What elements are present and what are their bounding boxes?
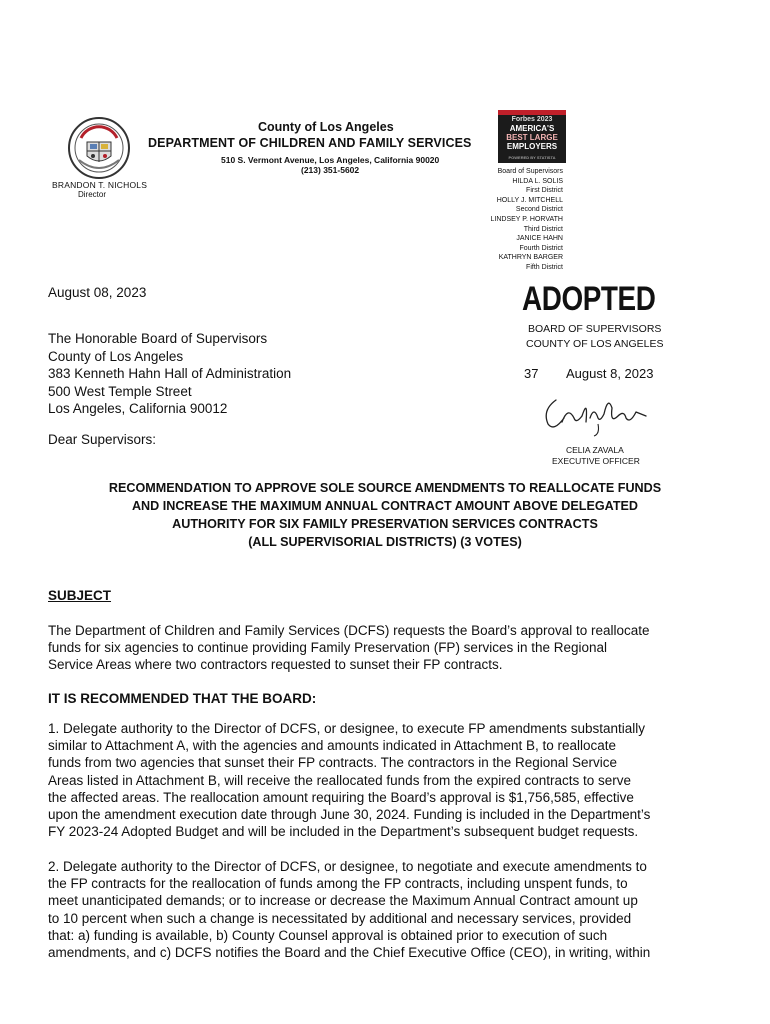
subject-paragraph — [48, 622, 728, 673]
badge-line: POWERED BY STATISTA — [508, 155, 556, 160]
recommendation-title-line: (ALL SUPERVISORIAL DISTRICTS) (3 VOTES) — [248, 535, 522, 549]
director-name: BRANDON T. NICHOLS — [52, 180, 148, 190]
board-member-name: LINDSEY P. HORVATH — [490, 215, 563, 223]
department-name: DEPARTMENT OF CHILDREN AND FAMILY SERVICES — [148, 136, 472, 150]
paragraph-line: Areas listed in Attachment B, will receive the reallocated funds from the expired contracts to serve — [48, 772, 632, 788]
salutation: Dear Supervisors: — [48, 432, 157, 447]
paragraph-line: meet unanticipated demands; or to increase or decrease the Maximum Annual Contract amount up — [48, 893, 638, 909]
board-member-name: JANICE HAHN — [516, 235, 563, 243]
county-name: County of Los Angeles — [258, 120, 394, 134]
board-member-name: HILDA L. SOLIS — [512, 177, 563, 185]
paragraph-line: funds for six agencies to continue providing Family Preservation (FP) services in the Regional — [48, 640, 608, 655]
board-member-name: KATHRYN BARGER — [498, 254, 563, 262]
paragraph-line: upon the amendment execution date through June 30, 2024. Funding is included in the Department’s — [48, 807, 651, 823]
stamp-county: COUNTY OF LOS ANGELES — [526, 338, 664, 350]
paragraph-line: similar to Attachment A, with the agencies and amounts indicated in Attachment B, to reallocate — [48, 738, 617, 754]
badge-line: EMPLOYERS — [506, 142, 558, 151]
paragraph-line: that: a) funding is available, b) County Counsel approval is obtained prior to execution of such — [48, 927, 608, 943]
director-title: Director — [78, 190, 107, 199]
board-member-district: Fourth District — [519, 244, 563, 252]
recommendation-item-2 — [48, 858, 728, 961]
letter-date: August 08, 2023 — [48, 285, 147, 300]
board-of-supervisors-list — [478, 167, 563, 273]
recommendation-title-line: RECOMMENDATION TO APPROVE SOLE SOURCE AMENDMENTS TO REALLOCATE FUNDS — [108, 481, 662, 495]
recommendation-title — [40, 479, 730, 551]
paragraph-line: FY 2023-24 Adopted Budget and will be included in the Department’s subsequent budget requests. — [48, 824, 639, 840]
stamp-signature-title: EXECUTIVE OFFICER — [552, 456, 640, 466]
board-member-district: Third District — [523, 225, 563, 233]
stamp-item-number: 37 — [524, 366, 539, 381]
paragraph-line: 1. Delegate authority to the Director of DCFS, or designee, to execute FP amendments substantially — [48, 721, 646, 736]
badge-line: AMERICA'S — [509, 124, 555, 133]
addressee-line: The Honorable Board of Supervisors — [48, 331, 268, 346]
paragraph-line: 2. Delegate authority to the Director of DCFS, or designee, to negotiate and execute amendments to — [48, 859, 647, 874]
recommendation-item-1 — [48, 720, 728, 840]
forbes-best-employers-badge — [498, 110, 566, 163]
county-seal-logo — [67, 116, 131, 180]
board-member-district: First District — [526, 187, 563, 195]
adopted-stamp-title: ADOPTED — [522, 280, 656, 318]
paragraph-line: the FP contracts for the reallocation of funds among the FP contracts, including unspent funds, to — [48, 876, 628, 892]
subject-heading: SUBJECT — [48, 588, 112, 603]
paragraph-line: Service Areas where two contractors requested to sunset their FP contracts. — [48, 657, 503, 672]
badge-line: BEST LARGE — [506, 133, 558, 142]
stamp-date: August 8, 2023 — [566, 366, 654, 381]
department-phone: (213) 351-5602 — [301, 165, 360, 175]
board-member-district: Second District — [515, 206, 563, 214]
board-heading: Board of Supervisors — [497, 168, 563, 175]
addressee-line: 383 Kenneth Hahn Hall of Administration — [48, 366, 292, 381]
addressee-line: 500 West Temple Street — [48, 383, 192, 399]
recommendations-heading: IT IS RECOMMENDED THAT THE BOARD: — [48, 691, 317, 706]
board-member-district: Fifth District — [526, 263, 563, 271]
department-address: 510 S. Vermont Avenue, Los Angeles, California 90020 — [221, 155, 440, 165]
executive-officer-signature — [538, 388, 658, 438]
paragraph-line: funds from two agencies that sunset their FP contracts. The contractors in the Regional Service — [48, 755, 618, 771]
badge-line: Forbes 2023 — [511, 116, 553, 123]
stamp-board: BOARD OF SUPERVISORS — [528, 323, 662, 335]
addressee-line: County of Los Angeles — [48, 348, 184, 364]
paragraph-line: The Department of Children and Family Services (DCFS) requests the Board’s approval to reallocate — [48, 623, 650, 638]
board-member-name: HOLLY J. MITCHELL — [496, 196, 563, 204]
addressee-line: Los Angeles, California 90012 — [48, 401, 228, 416]
recommendation-title-line: AND INCREASE THE MAXIMUM ANNUAL CONTRACT AMOUNT ABOVE DELEGATED — [131, 499, 639, 513]
paragraph-line: the affected areas. The reallocation amount requiring the Board’s approval is $1,756,585, effective — [48, 789, 634, 805]
addressee-block — [48, 330, 291, 418]
stamp-signature-name: CELIA ZAVALA — [566, 445, 624, 455]
paragraph-line: to 10 percent when such a change is necessitated by additional and necessary services, provided — [48, 910, 632, 926]
recommendation-title-line: AUTHORITY FOR SIX FAMILY PRESERVATION SERVICES CONTRACTS — [172, 517, 598, 531]
paragraph-line: amendments, and c) DCFS notifies the Board and the Chief Executive Office (CEO), in writing, within — [48, 945, 651, 961]
